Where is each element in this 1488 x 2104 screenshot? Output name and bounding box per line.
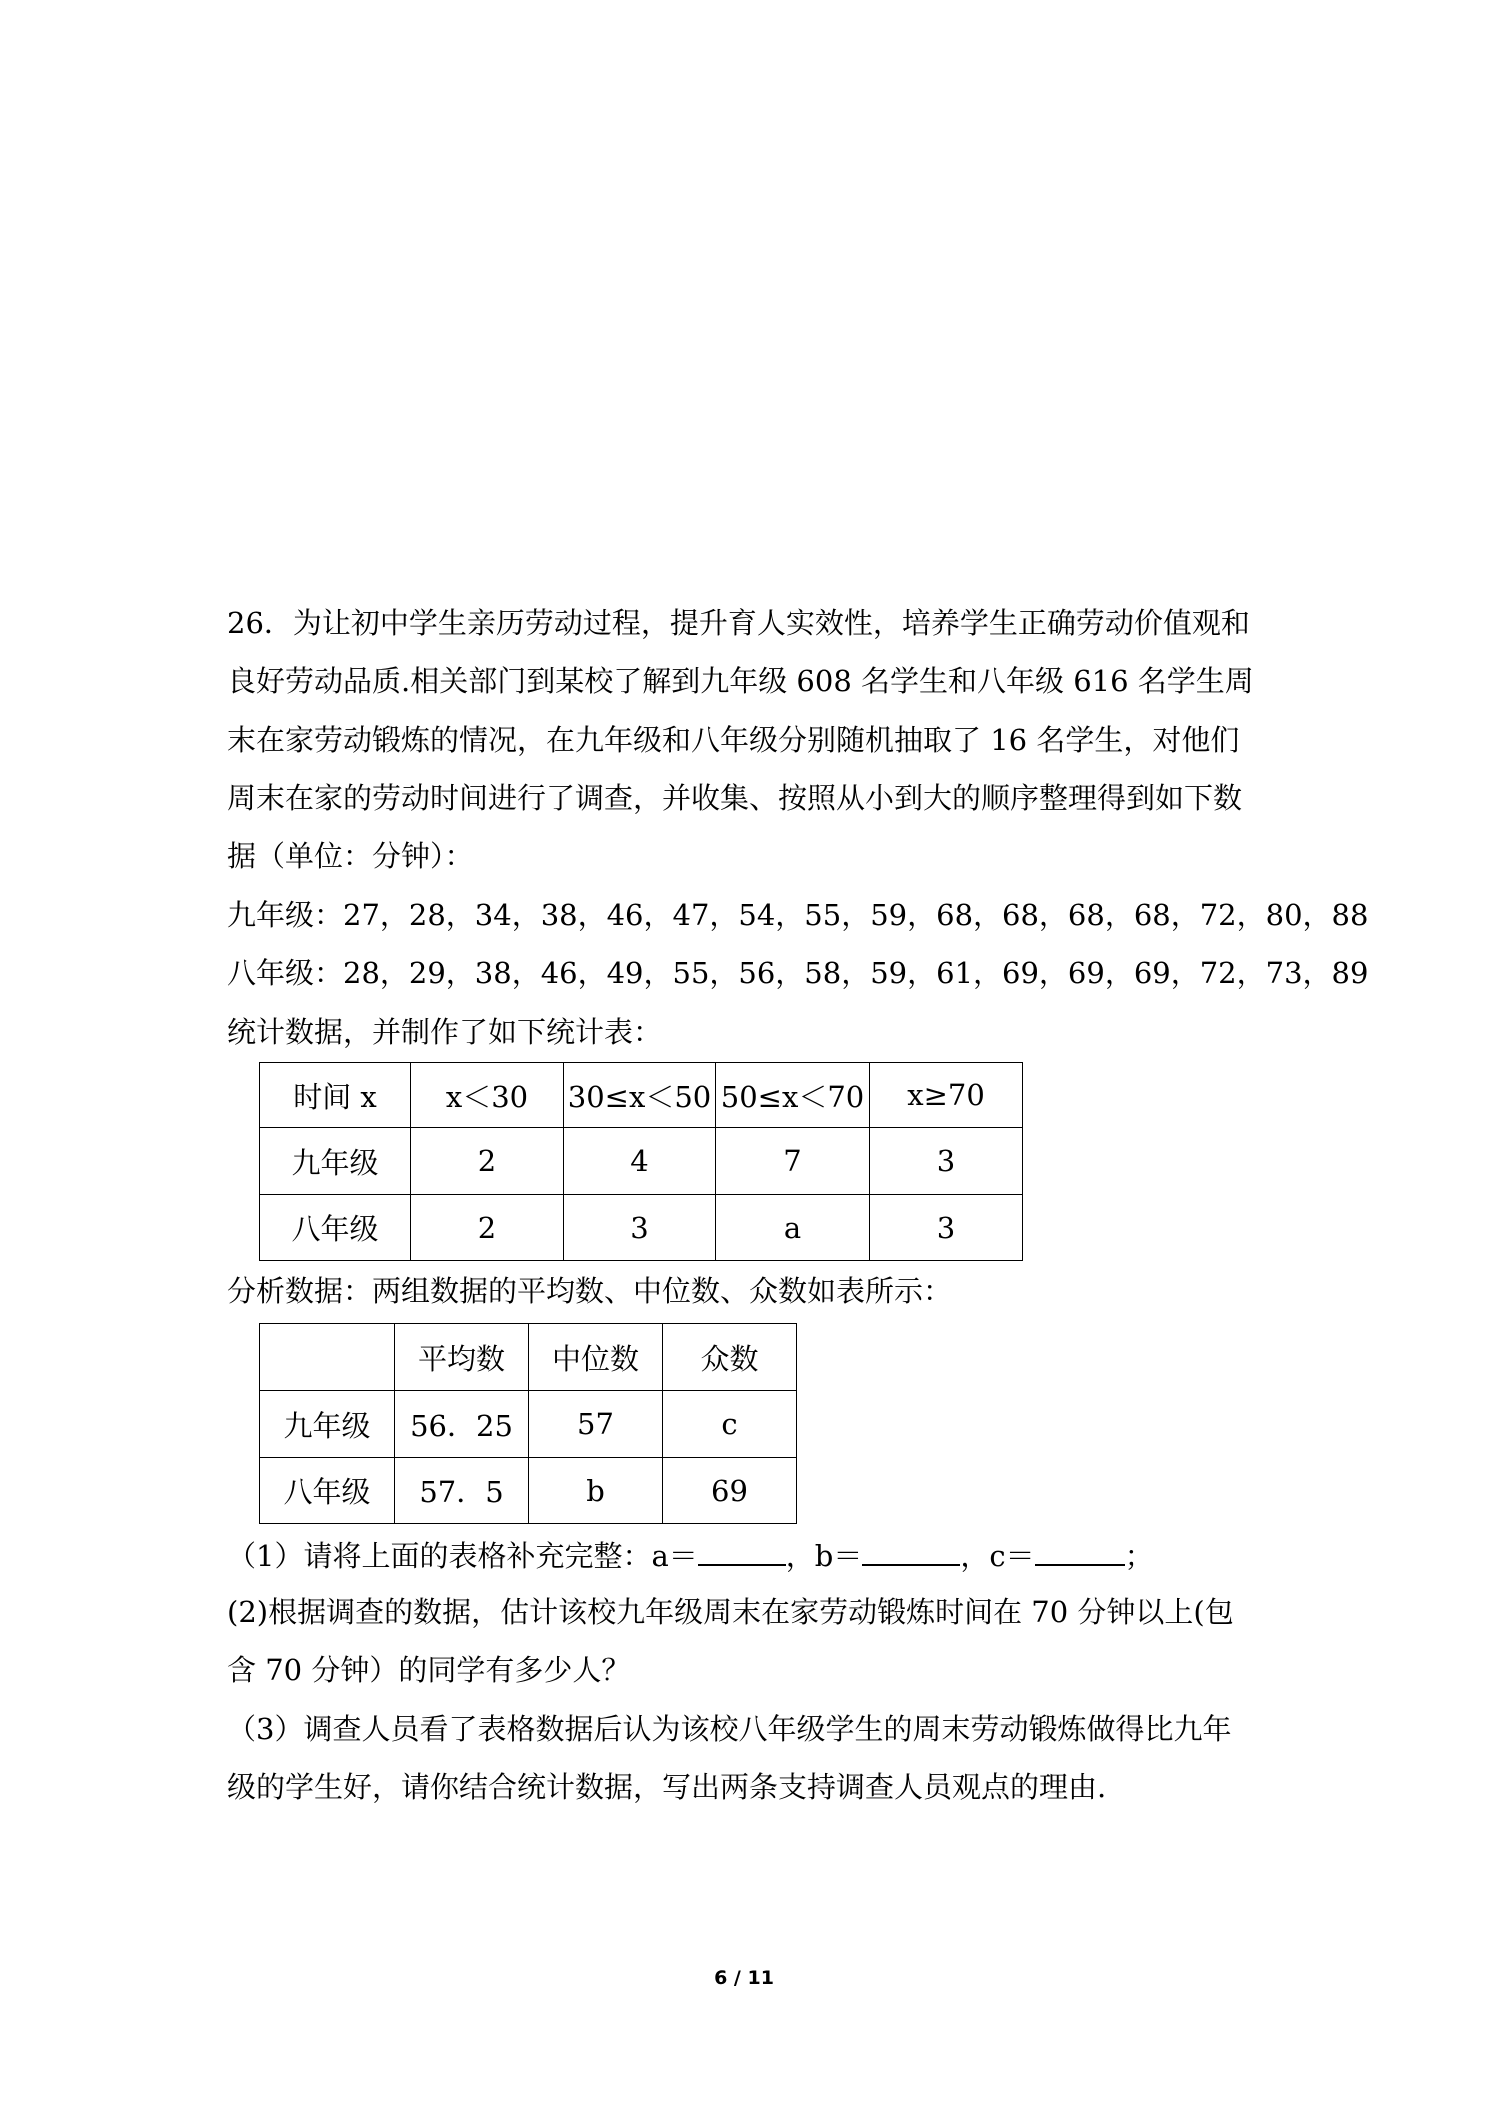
table-cell: x≥70 [870, 1063, 1023, 1128]
table-cell: 平均数 [395, 1324, 529, 1391]
table-cell: 众数 [663, 1324, 797, 1391]
table-row [260, 1128, 1023, 1195]
statistics-table [259, 1323, 797, 1524]
table-cell: 2 [411, 1195, 564, 1261]
table-cell: 7 [716, 1128, 870, 1195]
table-row [260, 1391, 797, 1458]
part-1-prefix: （1）请将上面的表格补充完整：a＝ [227, 1539, 698, 1573]
answer-blank-b [862, 1534, 960, 1566]
part-1-end: ； [1124, 1539, 1154, 1573]
stats-intro: 统计数据，并制作了如下统计表： [227, 1015, 663, 1049]
grade9-data: 九年级：27，28，34，38，46，47，54，55，59，68，68，68，68，72，80，88 [227, 898, 1369, 932]
frequency-table-header-row [260, 1063, 1023, 1128]
part-2-line-2: 含 70 分钟）的同学有多少人？ [227, 1653, 631, 1687]
answer-blank-a [698, 1534, 786, 1566]
table-cell: 九年级 [260, 1391, 395, 1458]
table-row [260, 1195, 1023, 1261]
table-cell: b [529, 1458, 663, 1524]
question-text-line-5: 据（单位：分钟）： [227, 839, 474, 873]
analysis-intro: 分析数据：两组数据的平均数、中位数、众数如表所示： [227, 1274, 953, 1308]
table-cell: 时间 x [260, 1063, 411, 1128]
question-text-line-3: 末在家劳动锻炼的情况，在九年级和八年级分别随机抽取了 16 名学生，对他们 [227, 723, 1240, 757]
table-cell: 3 [870, 1128, 1023, 1195]
table-cell: 3 [870, 1195, 1023, 1261]
table-cell: 九年级 [260, 1128, 411, 1195]
table-cell: 50≤x＜70 [716, 1063, 870, 1128]
table-cell: c [663, 1391, 797, 1458]
table-cell: 3 [564, 1195, 716, 1261]
statistics-table-header-row [260, 1324, 797, 1391]
table-row [260, 1458, 797, 1524]
table-cell: 69 [663, 1458, 797, 1524]
question-text-line-4: 周末在家的劳动时间进行了调查，并收集、按照从小到大的顺序整理得到如下数 [227, 781, 1243, 815]
table-cell: 4 [564, 1128, 716, 1195]
table-cell: 30≤x＜50 [564, 1063, 716, 1128]
part-1-c-label: ，c＝ [960, 1539, 1035, 1573]
part-1 [227, 1534, 1154, 1574]
grade8-data: 八年级：28，29，38，46，49，55，56，58，59，61，69，69，69，72，73，89 [227, 956, 1369, 990]
part-3-line-2: 级的学生好，请你结合统计数据，写出两条支持调查人员观点的理由. [227, 1770, 1107, 1804]
table-cell: 八年级 [260, 1195, 411, 1261]
table-cell: 八年级 [260, 1458, 395, 1524]
table-cell: 2 [411, 1128, 564, 1195]
table-cell: 57．5 [395, 1458, 529, 1524]
answer-blank-c [1035, 1534, 1125, 1566]
part-2-line-1: (2)根据调查的数据，估计该校九年级周末在家劳动锻炼时间在 70 分钟以上(包 [227, 1595, 1234, 1629]
page-number: 6 / 11 [714, 1967, 774, 1989]
question-text-line-1: 26．为让初中学生亲历劳动过程，提升育人实效性，培养学生正确劳动价值观和 [227, 606, 1250, 640]
table-cell: x＜30 [411, 1063, 564, 1128]
table-cell: 57 [529, 1391, 663, 1458]
part-1-b-label: ，b＝ [785, 1539, 863, 1573]
table-cell: a [716, 1195, 870, 1261]
part-3-line-1: （3）调查人员看了表格数据后认为该校八年级学生的周末劳动锻炼做得比九年 [227, 1712, 1232, 1746]
table-cell: 中位数 [529, 1324, 663, 1391]
table-cell [260, 1324, 395, 1391]
table-cell: 56．25 [395, 1391, 529, 1458]
frequency-table [259, 1062, 1023, 1261]
question-text-line-2: 良好劳动品质.相关部门到某校了解到九年级 608 名学生和八年级 616 名学生周 [227, 664, 1254, 698]
